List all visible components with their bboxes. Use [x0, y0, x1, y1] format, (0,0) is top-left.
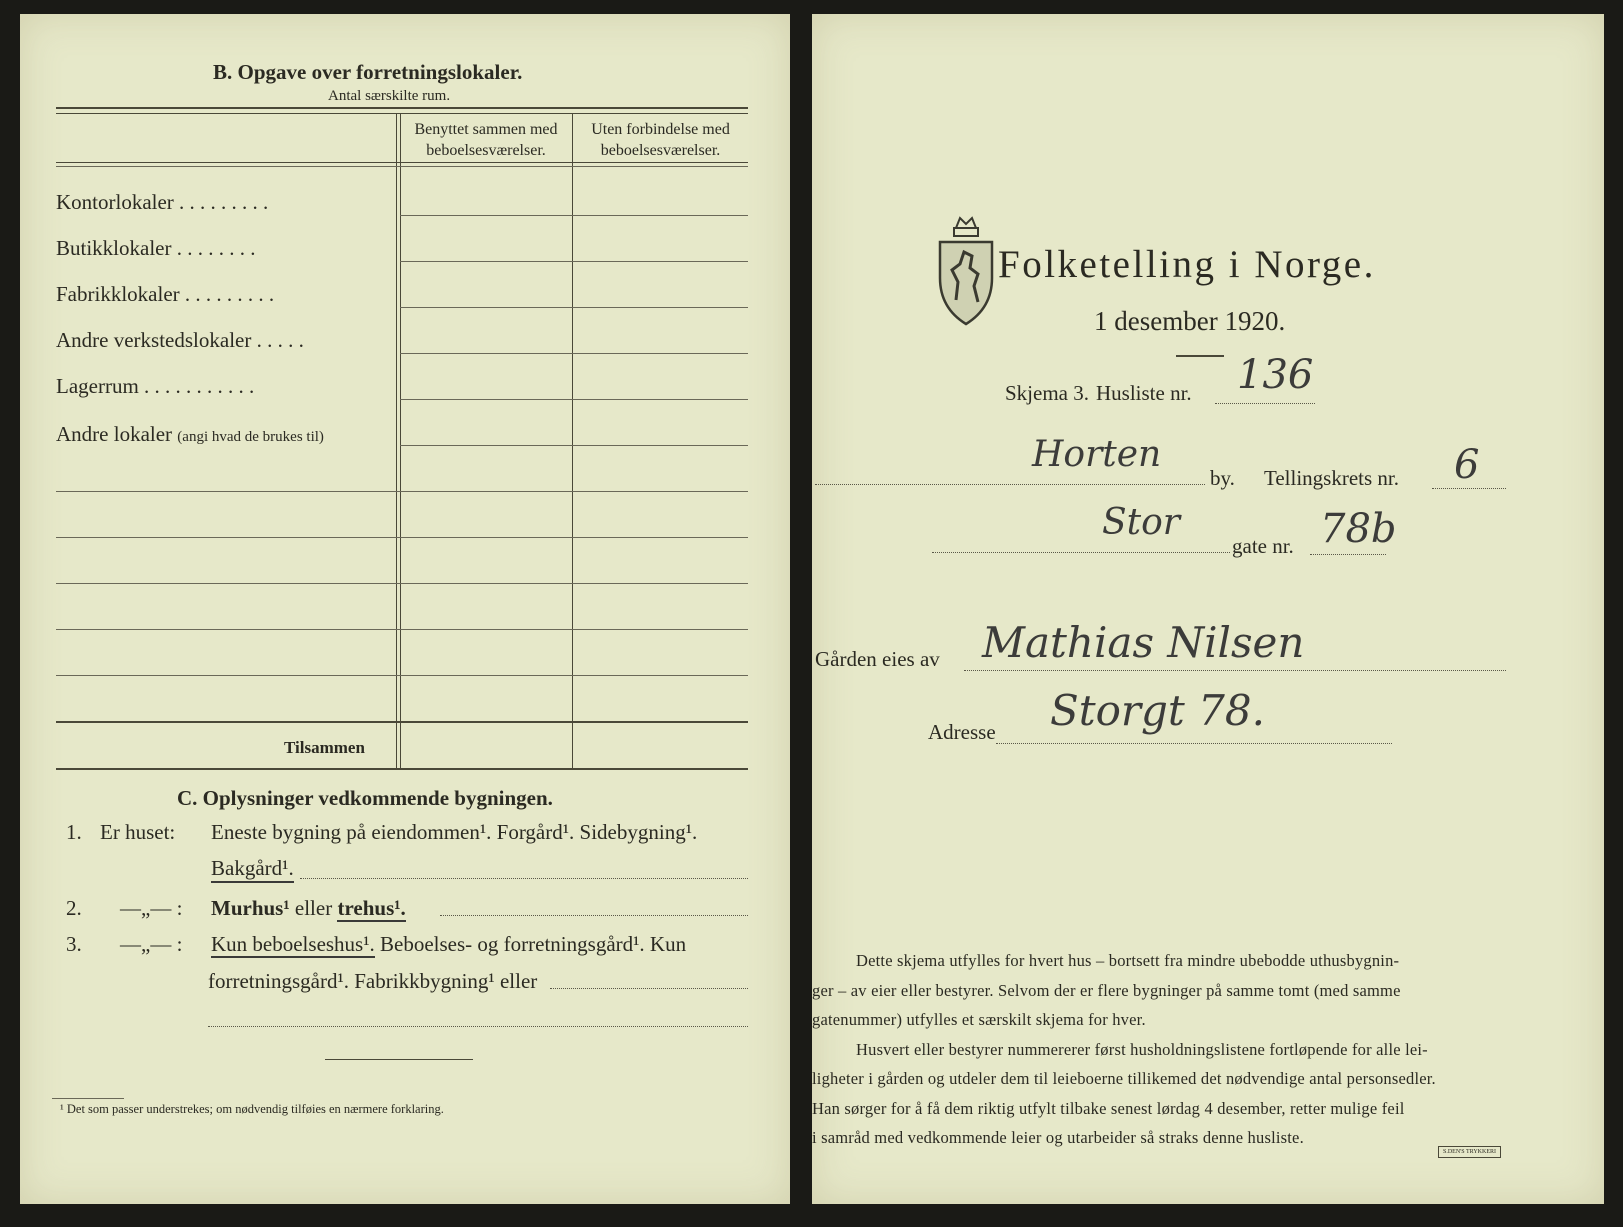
q3-number: 3.	[66, 932, 82, 956]
form-title: Folketelling i Norge.	[998, 243, 1376, 286]
fill-line	[964, 670, 1506, 671]
q1-option-bakgard: Bakgård¹.	[211, 856, 294, 883]
row-label-lager: Lagerrum . . . . . . . . . . .	[56, 374, 255, 398]
row-rule	[400, 215, 748, 216]
q3-options: Kun beboelseshus¹. Beboelses- og forretningsgård¹. Kun	[211, 932, 687, 956]
by-label: by.	[1210, 466, 1235, 490]
title-rule	[1176, 355, 1224, 357]
rule	[56, 107, 748, 109]
right-page	[812, 14, 1604, 1204]
row-label-kontor: Kontorlokaler . . . . . . . . .	[56, 190, 269, 214]
row-rule	[400, 445, 748, 446]
adresse-value[interactable]: Storgt 78.	[1050, 686, 1265, 735]
rule	[56, 113, 748, 114]
coat-of-arms-icon	[934, 212, 998, 328]
fill-line	[440, 915, 748, 916]
instruction-line: Han sørger for å få dem riktig utfylt tilbake senest lørdag 4 desember, retter mulige feil	[812, 1098, 1405, 1118]
instruction-line: gatenummer) utfylles et særskilt skjema for hver.	[812, 1010, 1146, 1029]
husliste-value[interactable]: 136	[1237, 352, 1314, 398]
row-label-butikk: Butikklokaler . . . . . . . .	[56, 236, 256, 260]
fill-line	[1215, 403, 1315, 404]
skjema-label: Skjema 3.	[1005, 381, 1089, 405]
section-c-title: C. Oplysninger vedkommende bygningen.	[177, 786, 553, 810]
column-header-1: Benyttet sammen med beboelsesværelser.	[414, 121, 558, 159]
instruction-line: ligheter i gården og utdeler dem til leieboerne tillikemed det nødvendige antal personsedler.	[812, 1069, 1436, 1088]
gate-nr-value[interactable]: 78b	[1320, 506, 1397, 552]
q1-number: 1.	[66, 820, 82, 844]
row-rule	[56, 675, 748, 676]
gate-label: gate nr.	[1232, 534, 1294, 558]
fill-line	[996, 743, 1392, 744]
instruction-line: Dette skjema utfylles for hvert hus – bortsett fra mindre ubebodde uthusbygnin-	[856, 951, 1400, 970]
row-rule	[400, 353, 748, 354]
row-rule	[56, 491, 748, 492]
rule	[56, 166, 748, 167]
q1-lead: Er huset:	[100, 820, 176, 844]
footnote-rule	[52, 1098, 124, 1099]
instruction-line: i samråd med vedkommende leier og utarbeider så straks denne husliste.	[812, 1128, 1304, 1147]
eier-value[interactable]: Mathias Nilsen	[982, 618, 1305, 667]
row-rule	[56, 537, 748, 538]
section-b-subtitle: Antal særskilte rum.	[328, 88, 451, 104]
census-date: 1 desember 1920.	[1094, 306, 1286, 336]
q2-options: Murhus¹ eller trehus¹.	[211, 896, 406, 920]
left-page	[20, 14, 790, 1204]
gate-value[interactable]: Stor	[1102, 502, 1181, 543]
instruction-line: Husvert eller bestyrer nummererer først husholdningslistene fortløpende for alle lei-	[856, 1039, 1428, 1059]
row-rule	[56, 629, 748, 630]
row-rule	[400, 307, 748, 308]
column-divider	[572, 113, 573, 768]
krets-label: Tellingskrets nr.	[1264, 466, 1400, 490]
fill-line	[550, 988, 748, 989]
total-label: Tilsammen	[284, 738, 365, 757]
row-rule	[56, 583, 748, 584]
total-rule	[56, 721, 748, 723]
fill-line	[1310, 554, 1386, 555]
krets-value[interactable]: 6	[1454, 442, 1480, 488]
column-divider	[396, 113, 397, 768]
fill-line	[300, 878, 748, 879]
row-rule	[400, 399, 748, 400]
column-header-2: Uten forbindelse med beboelsesværelser.	[591, 121, 730, 159]
footnote: ¹ Det som passer understrekes; om nødvendig tilføies en nærmere forklaring.	[60, 1102, 444, 1116]
printer-mark: S.DEN'S TRYKKERI	[1438, 1146, 1501, 1158]
row-label-andre: Andre lokaler (angi hvad de brukes til)	[56, 422, 324, 446]
q3-lead: —„— :	[120, 932, 183, 956]
eier-label: Gården eies av	[815, 647, 940, 671]
q3-options-cont: forretningsgård¹. Fabrikkbygning¹ eller	[208, 969, 538, 993]
fill-line	[1432, 488, 1506, 489]
row-label-fabrikk: Fabrikklokaler . . . . . . . . .	[56, 282, 275, 306]
husliste-label: Husliste nr.	[1096, 381, 1192, 405]
q1-options: Eneste bygning på eiendommen¹. Forgård¹. Sidebygning¹.	[211, 820, 698, 844]
fill-line	[815, 484, 1205, 485]
rule	[56, 162, 748, 163]
q2-number: 2.	[66, 896, 82, 920]
column-divider	[400, 113, 401, 768]
row-rule	[400, 261, 748, 262]
instructions	[812, 946, 1506, 1153]
q2-lead: —„— :	[120, 896, 183, 920]
adresse-label: Adresse	[928, 720, 996, 744]
total-rule-bottom	[56, 768, 748, 770]
by-value[interactable]: Horten	[1032, 434, 1162, 475]
row-label-verksted: Andre verkstedslokaler . . . . .	[56, 328, 304, 352]
instruction-line: ger – av eier eller bestyrer. Selvom der er flere bygninger på samme tomt (med samme	[812, 980, 1401, 1000]
fill-line	[208, 1026, 748, 1027]
end-rule	[325, 1059, 473, 1060]
section-b-title: B. Opgave over forretningslokaler.	[213, 60, 523, 84]
fill-line	[932, 552, 1230, 553]
